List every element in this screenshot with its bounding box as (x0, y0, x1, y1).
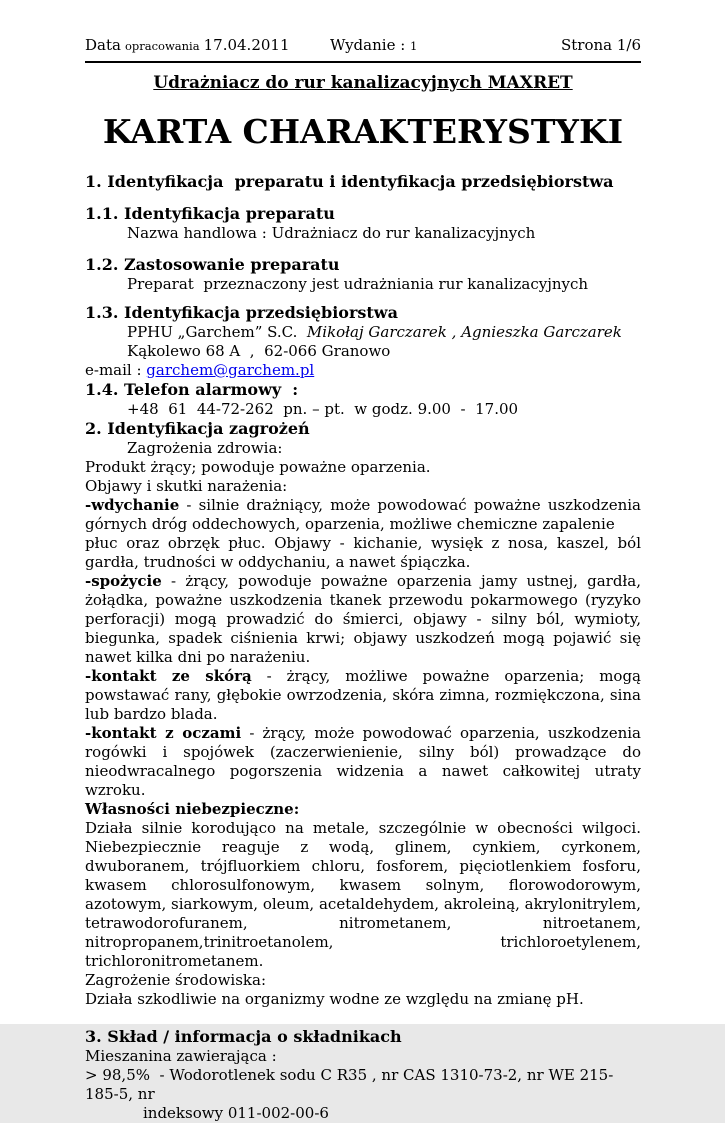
date-label: Data (85, 36, 121, 54)
section-1-2-heading: 1.2. Zastosowanie preparatu (85, 255, 340, 274)
date-sublabel: opracowania (124, 39, 200, 53)
paragraph-skin-contact (85, 667, 641, 724)
eye-contact-text: - żrący, może powodować oparzenia, uszkodzenia rogówki i spojówek (zaczerwienienie, silny ból) prowadzące do nieodwracalnego pogorszenia widzenia a nawet całkowitej utraty wzroku. (85, 724, 641, 799)
edition-label: Wydanie : (330, 36, 406, 54)
dangerous-properties-text: Działa silnie korodująco na metale, szczególnie w obecności wilgoci. Niebezpiecznie reaguje z wodą, glinem, cynkiem, cyrkonem, dwuboranem, trójfluorkiem chloru, fosforem, pięciotlenkiem fosforu, kwasem chlorosulfonowym, kwasem solnym, florowodorowym, azotowym, siarkowym, oleum, acetaldehydem, akroleiną, akrylonitrylem, tetrawodorofuranem, nitrometanem, nitroetanem, nitropropanem,trinitroetanolem, trichloroetylenem, trichloronitrometanem. (85, 819, 641, 970)
eye-contact-label: -kontakt z oczami (85, 724, 242, 742)
section-1-1-heading: 1.1. Identyfikacja preparatu (85, 204, 335, 223)
company-name: PPHU „Garchem” S.C. (127, 323, 303, 341)
ingestion-label: -spożycie (85, 572, 162, 590)
email-label: e-mail : (85, 361, 147, 379)
section-2-heading: 2. Identyfikacja zagrożeń (85, 419, 310, 438)
company-address: Kąkolewo 68 A , 62-066 Granowo (127, 342, 391, 360)
application-line: Preparat przeznaczony jest udrażniania rur kanalizacyjnych (127, 275, 589, 293)
paragraph-inhalation (85, 496, 641, 534)
section-1-4-heading: 1.4. Telefon alarmowy : (85, 380, 299, 399)
page-header (85, 36, 641, 56)
paragraph-inhalation-cont: płuc oraz obrzęk płuc. Objawy - kichanie, wysięk z nosa, kaszel, ból gardła, trudności w oddychaniu, a nawet śpiączka. (85, 534, 641, 571)
header-date (85, 36, 294, 56)
date-value: 17.04.2011 (203, 36, 290, 54)
email-line (85, 361, 641, 380)
health-hazards-label: Zagrożenia zdrowia: (127, 439, 283, 457)
header-edition (330, 36, 417, 56)
dangerous-properties-label: Własności niebezpieczne: (85, 800, 300, 818)
paragraph-eye-contact (85, 724, 641, 800)
product-name-line: Udrażniacz do rur kanalizacyjnych MAXRET (153, 73, 573, 93)
environment-hazard-label: Zagrożenie środowiska: (85, 971, 267, 989)
skin-contact-label: -kontakt ze skórą (85, 667, 252, 685)
section-3-heading: 3. Skład / informacja o składnikach (85, 1027, 402, 1046)
phone-line: +48 61 44-72-262 pn. – pt. w godz. 9.00 - 17.00 (127, 400, 519, 418)
page-number: Strona 1/6 (560, 36, 641, 54)
header-page-number (561, 36, 641, 55)
trade-name-line: Nazwa handlowa : Udrażniacz do rur kanalizacyjnych (127, 224, 536, 242)
symptoms-label: Objawy i skutki narażenia: (85, 477, 288, 495)
company-line (85, 323, 641, 342)
paragraph-ingestion (85, 572, 641, 667)
header-divider (85, 61, 641, 63)
product-hazard-line: Produkt żrący; powoduje poważne oparzenia. (85, 458, 431, 476)
section-1-3-heading: 1.3. Identyfikacja przedsiębiorstwa (85, 303, 398, 322)
index-number-line: indeksowy 011-002-00-6 (143, 1104, 329, 1122)
ingestion-text: - żrący, powoduje poważne oparzenia jamy ustnej, gardła, żołądka, poważne uszkodzenia tkanek przewodu pokarmowego (ryzyko perforacji) mogą prowadzić do śmierci, objawy - silny ból, wymioty, biegunka, spadek ciśnienia krwi; objawy uszkodzeń mogą pojawić się nawet kilka dni po narażeniu. (85, 572, 641, 666)
document-title: KARTA CHARAKTERYSTYKI (102, 112, 624, 151)
company-owners: Mikołaj Garczarek , Agnieszka Garczarek (302, 323, 622, 341)
inhalation-text: - silnie drażniący, może powodować poważne uszkodzenia górnych dróg oddechowych, oparzenia, możliwe chemiczne zapalenie (85, 496, 641, 533)
inhalation-label: -wdychanie (85, 496, 180, 514)
component-line: > 98,5% - Wodorotlenek sodu C R35 , nr CAS 1310-73-2, nr WE 215-185-5, nr (85, 1066, 614, 1103)
skin-contact-text: - żrący, możliwe poważne oparzenia; mogą powstawać rany, głębokie owrzodzenia, skóra zimna, rozmiękczona, sina lub bardzo blada. (85, 667, 641, 723)
section-1-heading: 1. Identyfikacja preparatu i identyfikacja przedsiębiorstwa (85, 172, 614, 191)
email-link[interactable]: garchem@garchem.pl (146, 361, 315, 379)
edition-value: 1 (410, 39, 418, 53)
mixture-line: Mieszanina zawierająca : (85, 1047, 277, 1065)
environment-hazard-text: Działa szkodliwie na organizmy wodne ze względu na zmianę pH. (85, 990, 584, 1008)
